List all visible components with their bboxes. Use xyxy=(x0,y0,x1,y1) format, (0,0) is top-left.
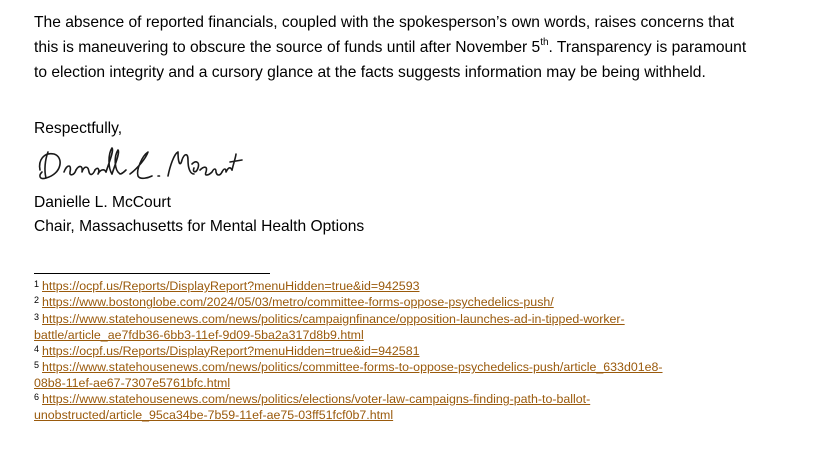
body-paragraph xyxy=(34,10,804,85)
footnote-5-continued xyxy=(34,376,794,391)
signer-name: Danielle L. McCourt xyxy=(34,194,171,211)
footnote-link[interactable]: https://ocpf.us/Reports/DisplayReport?menuHidden=true&id=942581 xyxy=(42,343,420,358)
footnotes-list xyxy=(34,279,794,424)
body-line-2 xyxy=(34,35,804,60)
footnote-3-continued xyxy=(34,328,794,343)
footnote-1 xyxy=(34,279,794,295)
footnote-link[interactable]: battle/article_ae7fdb36-6bb3-11ef-9d09-5ba2a317d8b9.html xyxy=(34,328,364,343)
footnote-6 xyxy=(34,392,794,408)
footnote-number: 4 xyxy=(34,343,40,354)
footnote-number: 6 xyxy=(34,391,40,402)
footnote-number: 1 xyxy=(34,279,40,289)
footnote-link[interactable]: https://ocpf.us/Reports/DisplayReport?menuHidden=true&id=942593 xyxy=(42,279,420,293)
footnote-link[interactable]: https://www.statehousenews.com/news/politics/committee-forms-to-oppose-psychedelics-push/article_633d01e8- xyxy=(42,360,663,375)
handwritten-signature-icon xyxy=(34,140,244,188)
footnote-link[interactable]: unobstructed/article_95ca34be-7b59-11ef-ae75-03ff51fcf0b7.html xyxy=(34,408,394,423)
body-line-1: The absence of reported financials, coupled with the spokesperson’s own words, raises concerns that xyxy=(34,14,735,31)
footnote-number: 2 xyxy=(34,295,40,306)
footnote-link[interactable]: https://www.bostonglobe.com/2024/05/03/metro/committee-forms-oppose-psychedelics-push/ xyxy=(42,295,554,310)
footnote-6-continued xyxy=(34,408,794,423)
footnote-link[interactable]: https://www.statehousenews.com/news/politics/campaignfinance/opposition-launches-ad-in-tipped-worker- xyxy=(42,311,625,326)
footnote-link[interactable]: 08b8-11ef-ae67-7307e5761bfc.html xyxy=(34,376,231,391)
body-line-2-start: this is maneuvering to obscure the source of funds until after November 5 xyxy=(34,39,541,56)
signer-title: Chair, Massachusetts for Mental Health Options xyxy=(34,218,365,235)
body-line-2-end: . Transparency is paramount xyxy=(548,39,747,56)
footnote-link[interactable]: https://www.statehousenews.com/news/politics/elections/voter-law-campaigns-finding-path-to-ballot- xyxy=(42,391,591,406)
ordinal-suffix: th xyxy=(540,36,549,48)
footnote-separator xyxy=(34,273,270,274)
body-line-3: to election integrity and a cursory glance at the facts suggests information may be being withheld. xyxy=(34,64,706,81)
closing-salutation: Respectfully, xyxy=(34,120,123,137)
footnote-number: 3 xyxy=(34,311,40,322)
footnote-5 xyxy=(34,360,794,376)
footnote-3 xyxy=(34,312,794,328)
footnote-4 xyxy=(34,344,794,360)
footnote-2 xyxy=(34,295,794,311)
footnote-number: 5 xyxy=(34,360,40,371)
letter-page xyxy=(34,10,804,423)
